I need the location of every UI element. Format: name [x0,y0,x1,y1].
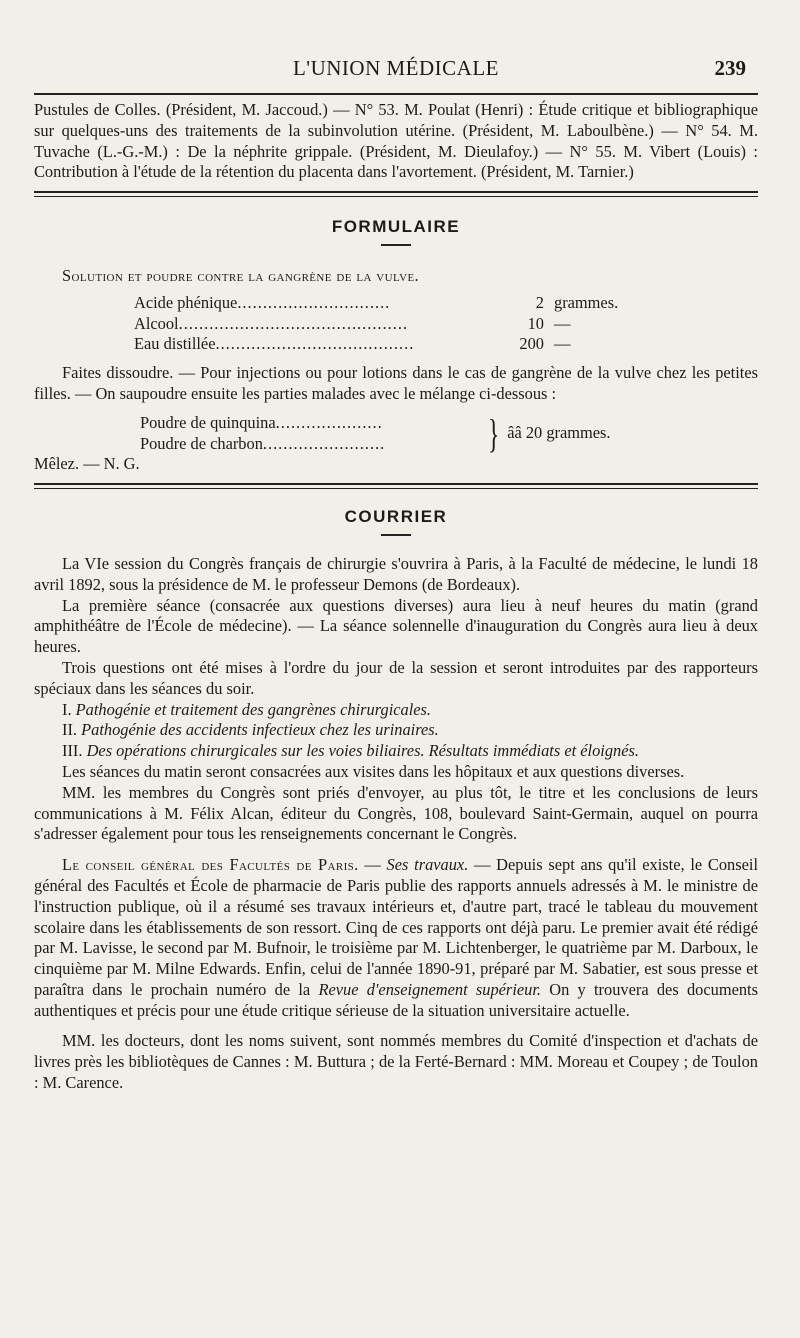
ingredient-qty: 200 [519,334,544,354]
page-body [34,100,758,1094]
leader-dots: ....................................... [215,334,415,354]
ingredient-row [134,293,654,314]
question-item [34,700,758,721]
courrier-paragraph: Les séances du matin seront consacrées aux visites dans les hôpitaux et aux questions diverses. [62,761,685,781]
powder-name: Poudre de quinquina [140,412,276,432]
ingredient-list [134,293,654,355]
theses-paragraph: Pustules de Colles. (Président, M. Jaccoud.) — N° 53. M. Poulat (Henri) : Étude critique et bibliographique sur quelques-uns des traitements de la subinvolution utérine. (Président, M. Laboulbène.) — N° 54. M. Tuvache (L.-G.-M.) : De la néphrite grippale. (Président, M. Dieulafoy.) — N° 55. M. Vibert (Louis) : Contribution à l'étude de la rétention du placenta dans l'avortement. (Président, M. Tarnier.) [34,100,758,182]
brace-glyph: } [487,410,500,456]
question-item [34,741,758,762]
leader-dots: ........................ [262,433,386,453]
running-header [34,52,758,92]
ingredient-row [134,314,654,335]
courrier-paragraph: Trois questions ont été mises à l'ordre du jour de la session et seront introduites par des rapporteurs spéciaux dans les séances du soir. [34,657,758,698]
powder-row [140,434,480,455]
header-rule [34,93,758,95]
leader-dots: .............................. [237,292,391,312]
dash: — [358,855,387,875]
ingredient-unit: — [554,334,571,354]
question-number: I. [62,699,72,719]
journal-name: Revue d'enseignement supérieur. [318,979,541,999]
question-item [34,720,758,741]
paragraph-lead: Le conseil général des Facultés de Paris. [62,855,359,875]
ingredient-unit: — [554,313,571,333]
ingredient-row [134,334,654,355]
recipe-instructions: Faites dissoudre. — Pour injections ou pour lotions dans le cas de gangrène de la vulve chez les petites filles. — On saupoudre ensuite les parties malades avec le mélange ci-dessous : [34,363,758,403]
recipe-closing: Mêlez. — N. G. [34,454,140,474]
courrier-paragraph: MM. les docteurs, dont les noms suivent, sont nommés membres du Comité d'inspection et d'achats de livres près les bibliotèques de Cannes : M. Buttura ; de la Ferté-Bernard : MM. Moreau et Coupey ; de Toulon : M. Carence. [34,1031,758,1093]
ingredient-name: Acide phénique [134,292,238,312]
leader-dots: ..................... [275,412,383,432]
powder-qty: ââ 20 grammes. [507,423,611,443]
courrier-paragraph: MM. les membres du Congrès sont priés d'envoyer, au plus tôt, le titre et les conclusions de leurs communications à M. Félix Alcan, éditeur du Congrès, 108, boulevard Saint-Germain, auquel on pourra s'adresser également pour tous les renseignements concernant le Congrès. [34,782,758,844]
recipe-title: Solution et poudre contre la gangrène de la vulve. [62,265,420,285]
powder-name: Poudre de charbon [140,433,263,453]
ingredient-qty: 2 [535,292,544,312]
paragraph-end: On y trouvera des documents authentiques et précis pour une étude critique sérieuse de la situation universitaire actuelle. [34,979,758,1020]
courrier-paragraph: La première séance (consacrée aux questions diverses) aura lieu à neuf heures du matin (grand amphithéâtre de l'École de médecine). — La séance solennelle d'inauguration du Congrès aura lieu à deux heures. [34,595,758,657]
question-number: III. [62,741,83,761]
paragraph-italic: Ses travaux. [386,855,469,875]
ingredient-name: Eau distillée [134,334,216,354]
question-number: II. [62,720,78,740]
leader-dots: ............................................. [178,313,409,333]
courrier-heading: COURRIER [344,507,448,527]
page-number: 239 [714,56,746,80]
powder-list [140,410,758,456]
question-text: Pathogénie et traitement des gangrènes chirurgicales. [75,699,432,719]
formulaire-heading: FORMULAIRE [331,217,461,237]
question-text: Pathogénie des accidents infectieux chez les urinaires. [81,720,439,740]
ingredient-qty: 10 [527,313,544,333]
question-text: Des opérations chirurgicales sur les voies biliaires. Résultats immédiats et éloignés. [86,741,639,761]
ingredient-name: Alcool [134,313,179,333]
paragraph-text: — Depuis sept ans qu'il existe, le Conseil général des Facultés et École de pharmacie de Paris publie des rapports annuels adressés à M. le ministre de l'instruction publique, où il a résumé ses travaux intérieurs et, d'autre part, tracé le tableau du mouvement scolaire dans les établissements de son ressort. Cinq de ces rapports ont déjà paru. Le premier avait été rédigé par M. Lavisse, le second par M. Bufnoir, le troisième par M. Lichtenberger, le quatrième par M. Darboux, le cinquième par M. Milne Edwards. Enfin, celui de l'année 1890-91, préparé par M. Sabatier, est sous presse et paraîtra dans le prochain numéro de la [34,855,758,999]
ingredient-unit: grammes. [554,292,619,312]
courrier-paragraph [34,855,758,1021]
journal-title: L'UNION MÉDICALE [292,56,499,80]
powder-row [140,413,480,434]
courrier-paragraph: La VIe session du Congrès français de chirurgie s'ouvrira à Paris, à la Faculté de médecine, le lundi 18 avril 1892, sous la présidence de M. le professeur Demons (de Bordeaux). [34,553,758,594]
